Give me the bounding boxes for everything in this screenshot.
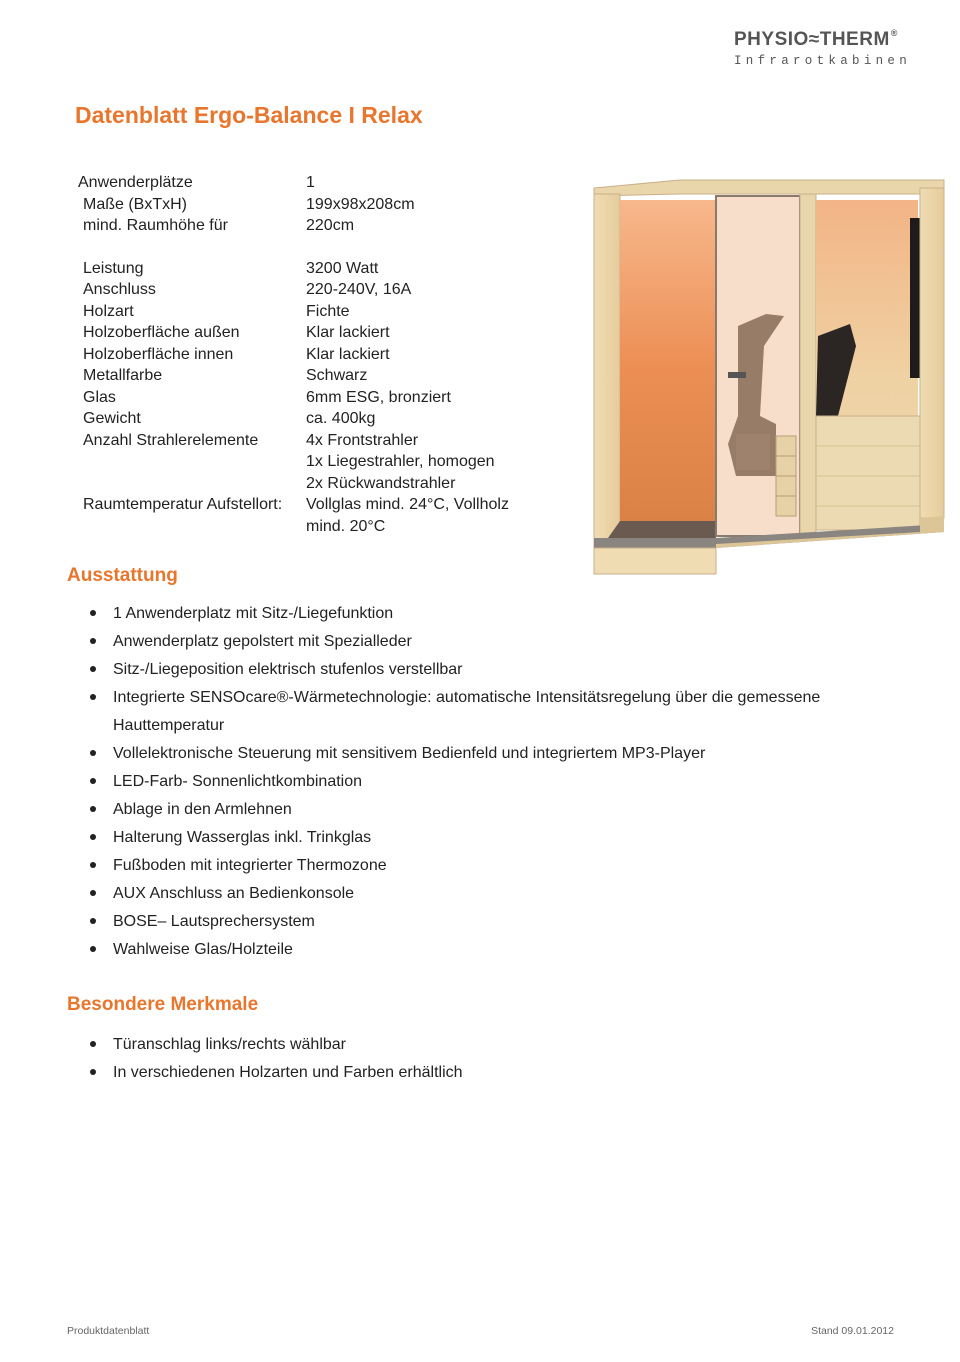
spec-label: Anwenderplätze [78,174,193,191]
spec-label [78,451,306,473]
spec-row [78,322,509,344]
list-item: AUX Anschluss an Bedienkonsole [85,880,905,908]
spec-value: 6mm ESG, bronziert [306,388,451,406]
spec-value: Schwarz [306,367,368,384]
spec-row [78,494,509,516]
spec-row [78,215,509,237]
cabin-product-image [588,176,948,582]
list-item: Integrierte SENSOcare®-Wärmetechnologie: automatische Intensitätsregelung über die gemessene Hauttemperatur [85,684,905,740]
list-item: Halterung Wasserglas inkl. Trinkglas [85,824,905,852]
list-item: Anwenderplatz gepolstert mit Spezialleder [85,628,905,656]
spec-label: Leistung [83,259,144,277]
logo-wordmark: PHYSIO≈THERM® [734,28,898,50]
spec-row [78,516,509,538]
spec-label: Anzahl Strahlerelemente [83,431,259,449]
footer-left: Produktdatenblatt [67,1325,150,1337]
list-item: Wahlweise Glas/Holzteile [85,936,905,964]
spec-spacer [78,237,509,258]
spec-label: Holzoberfläche innen [83,345,234,363]
spec-label: Maße (BxTxH) [83,195,187,213]
registered-mark: ® [890,28,898,38]
spec-label: Holzart [83,302,134,320]
spec-row [78,344,509,366]
section-heading-ausstattung: Ausstattung [67,565,178,586]
spec-row [78,365,509,387]
spec-value: ca. 400kg [306,410,376,427]
list-item: In verschiedenen Holzarten und Farben erhältlich [85,1059,905,1087]
spec-label: Raumtemperatur Aufstellort: [83,496,283,513]
spec-label: Metallfarbe [83,367,163,384]
spec-row [78,387,509,409]
spec-label: Gewicht [83,410,141,427]
spec-row [78,258,509,280]
list-item: LED-Farb- Sonnenlichtkombination [85,768,905,796]
spec-value: 1x Liegestrahler, homogen [306,453,495,470]
spec-row [78,473,509,495]
logo-subtitle: Infrarotkabinen [734,54,912,68]
spec-row [78,279,509,301]
spec-value: Vollglas mind. 24°C, Vollholz [306,496,509,513]
spec-label [78,473,306,495]
list-item: 1 Anwenderplatz mit Sitz-/Liegefunktion [85,600,905,628]
list-item: Türanschlag links/rechts wählbar [85,1031,905,1059]
spec-value: 4x Frontstrahler [306,431,419,449]
spec-value: Klar lackiert [306,345,390,363]
list-item: Vollelektronische Steuerung mit sensitivem Bedienfeld und integriertem MP3-Player [85,740,905,768]
spec-label [78,516,306,538]
section-heading-besondere-merkmale: Besondere Merkmale [67,994,259,1015]
spec-value: 220-240V, 16A [306,281,412,298]
spec-value: 199x98x208cm [306,195,415,213]
spec-value: 3200 Watt [306,259,379,277]
list-item: Ablage in den Armlehnen [85,796,905,824]
list-item: Sitz-/Liegeposition elektrisch stufenlos verstellbar [85,656,905,684]
spec-value: Fichte [306,302,350,320]
list-item: BOSE– Lautsprechersystem [85,908,905,936]
brand-logo [734,22,934,68]
spec-row [78,172,509,194]
spec-table [78,172,509,537]
spec-value: mind. 20°C [306,517,386,535]
spec-row [78,408,509,430]
spec-row [78,430,509,452]
spec-value: Klar lackiert [306,324,390,341]
spec-label: Glas [83,388,116,406]
spec-label: mind. Raumhöhe für [83,217,228,234]
spec-value: 1 [306,174,315,191]
spec-row [78,451,509,473]
spec-row [78,194,509,216]
merkmale-list [85,1031,905,1087]
spec-label: Holzoberfläche außen [83,324,240,341]
ausstattung-list [85,600,905,964]
spec-label: Anschluss [83,281,156,298]
spec-value: 220cm [306,217,355,234]
page-title: Datenblatt Ergo-Balance I Relax [75,102,423,128]
list-item: Fußboden mit integrierter Thermozone [85,852,905,880]
footer-right: Stand 09.01.2012 [811,1325,894,1337]
spec-row [78,301,509,323]
spec-value: 2x Rückwandstrahler [306,474,456,492]
